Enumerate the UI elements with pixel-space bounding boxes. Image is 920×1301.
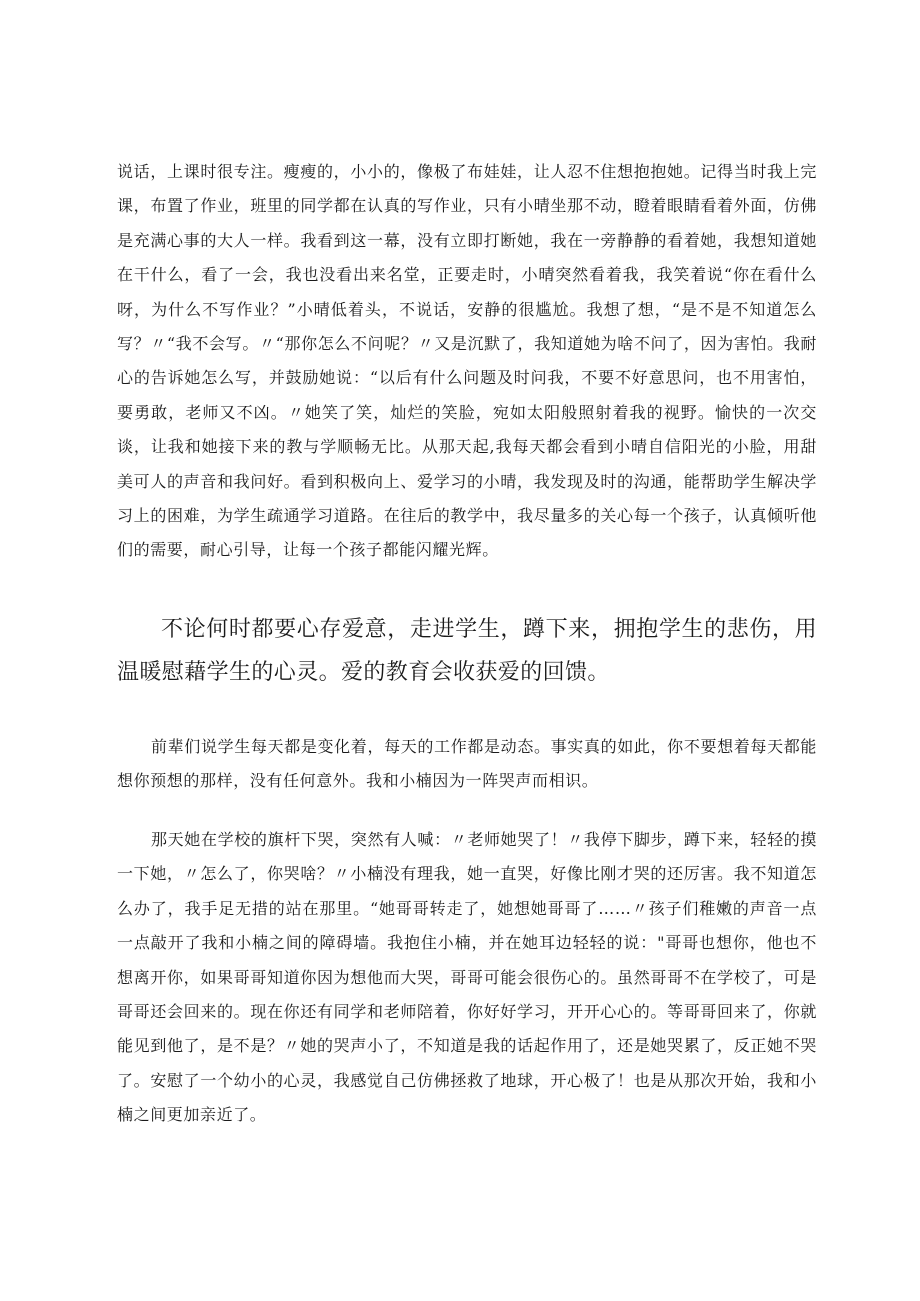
body-paragraph-3: 那天她在学校的旗杆下哭，突然有人喊：〃老师她哭了！〃我停下脚步，蹲下来，轻轻的摸一下她，〃怎么了，你哭啥？〃小楠没有理我，她一直哭，好像比刚才哭的还厉害。我不知道怎么办了，我手足无措的站在那里。“她哥哥转走了，她想她哥哥了……〃孩子们稚嫩的声音一点一点敲开了我和小楠之间的障碍墙。我抱住小楠，并在她耳边轻轻的说："哥哥也想你，他也不想离开你，如果哥哥知道你因为想他而大哭，哥哥可能会很伤心的。虽然哥哥不在学校了，可是哥哥还会回来的。现在你还有同学和老师陪着，你好好学习，开开心心的。等哥哥回来了，你就能见到他了，是不是？〃她的哭声小了，不知道是我的话起作用了，还是她哭累了，反正她不哭了。安慰了一个幼小的心灵，我感觉自己仿佛拯救了地球，开心极了！也是从那次开始，我和小楠之间更加亲近了。 [117,830,817,1125]
emphasis-paragraph: 不论何时都要心存爱意，走进学生，蹲下来，拥抱学生的悲伤，用温暖慰藉学生的心灵。爱的教育会收获爱的回馈。 [117,617,817,685]
body-paragraph-2: 前辈们说学生每天都是变化着，每天的工作都是动态。事实真的如此，你不要想着每天都能想你预想的那样，没有任何意外。我和小楠因为一阵哭声而相识。 [117,737,817,791]
body-paragraph-1: 说话，上课时很专注。瘦瘦的，小小的，像极了布娃娃，让人忍不住想抱抱她。记得当时我上完课，布置了作业，班里的同学都在认真的写作业，只有小晴坐那不动，瞪着眼睛看着外面，仿佛是充满心事的大人一样。我看到这一幕，没有立即打断她，我在一旁静静的看着她，我想知道她在干什么，看了一会，我也没看出来名堂，正要走时，小晴突然看着我，我笑着说“你在看什么呀，为什么不写作业？”小晴低着头，不说话，安静的很尴尬。我想了想，“是不是不知道怎么写？〃“我不会写。〃“那你怎么不问呢？〃又是沉默了，我知道她为啥不问了，因为害怕。我耐心的告诉她怎么写，并鼓励她说：“以后有什么问题及时问我，不要不好意思问，也不用害怕，要勇敢，老师又不凶。〃她笑了笑，灿烂的笑脸，宛如太阳般照射着我的视野。愉快的一次交谈，让我和她接下来的教与学顺畅无比。从那天起,我每天都会看到小晴自信阳光的小脸，用甜美可人的声音和我问好。看到积极向上、爱学习的小晴，我发现及时的沟通，能帮助学生解决学习上的困难，为学生疏通学习道路。在往后的教学中，我尽量多的关心每一个孩子，认真倾听他们的需要，耐心引导，让每一个孩子都能闪耀光辉。 [117,162,817,560]
